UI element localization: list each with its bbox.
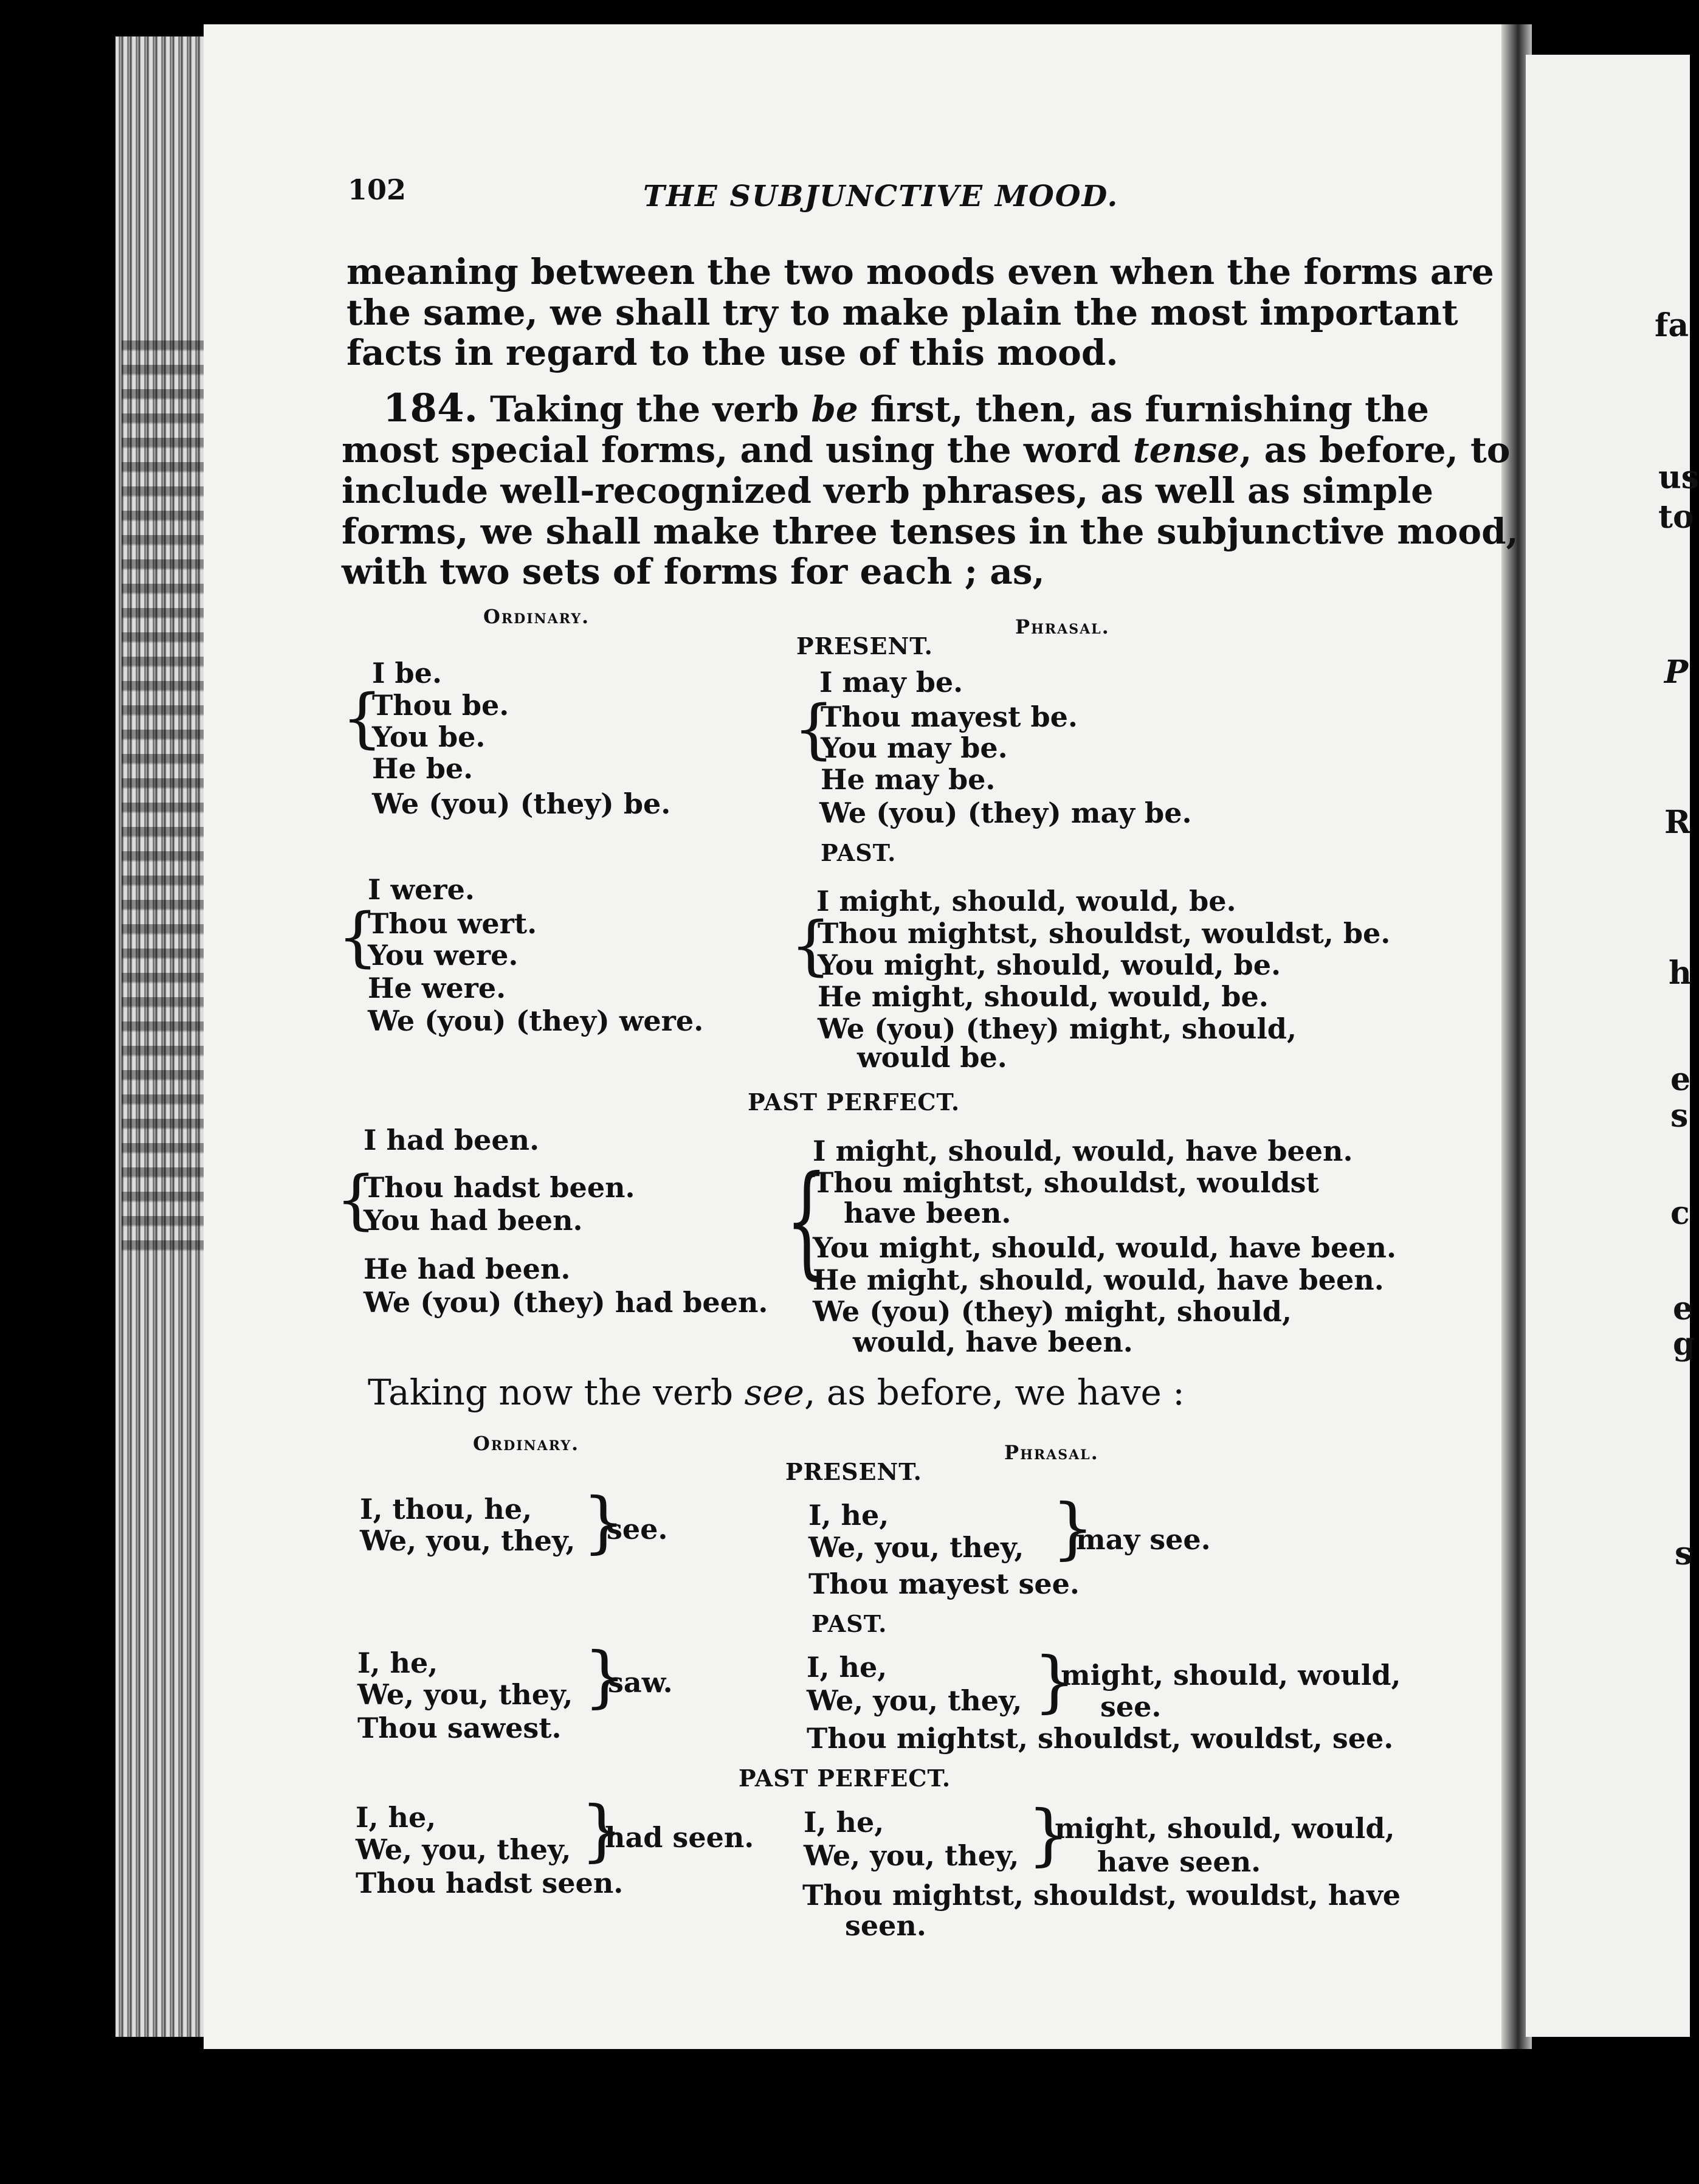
see-present-phr-1: I, he, — [808, 1499, 889, 1532]
be-pp-phr-5: He might, should, would, have been. — [813, 1263, 1384, 1296]
be-present-phr-5: We (you) (they) may be. — [819, 797, 1192, 829]
be-phrasal-heading: Phrasal. — [1015, 615, 1110, 638]
running-title: THE SUBJUNCTIVE MOOD. — [643, 179, 1119, 213]
be-pp-ord-4: He had been. — [364, 1253, 571, 1285]
be-present-label: PRESENT. — [796, 632, 933, 660]
see-pp-ord-verb: had seen. — [605, 1821, 754, 1854]
see-pp-phr-verb-2: have seen. — [1097, 1845, 1261, 1878]
brace-icon: } — [581, 1791, 623, 1869]
be-pp-phr-6: We (you) (they) might, should, — [813, 1295, 1292, 1328]
see-pp-ord-3: Thou hadst seen. — [356, 1867, 624, 1899]
see-past-ord-3: Thou sawest. — [357, 1712, 562, 1744]
see-past-phr-verb-2: see. — [1100, 1690, 1162, 1723]
section-184-line-2: most special forms, and using the word tense, as before, to — [342, 429, 1511, 471]
see-present-phr-3: Thou mayest see. — [808, 1567, 1080, 1600]
brace-icon: { — [336, 1162, 377, 1237]
be-past-ord-1: I were. — [368, 873, 475, 906]
right-page-fragment: s — [1670, 1097, 1689, 1135]
be-present-phr-2: Thou mayest be. — [821, 700, 1078, 733]
section-184-line-3: include well-recognized verb phrases, as well as simple — [342, 470, 1433, 511]
see-present-phr-2: We, you, they, — [808, 1531, 1024, 1564]
see-present-label: PRESENT. — [785, 1458, 922, 1485]
be-present-ord-3: You be. — [372, 721, 486, 753]
intro-line-1: meaning between the two moods even when the forms are — [346, 251, 1494, 292]
see-intro: Taking now the verb see, as before, we have : — [368, 1372, 1185, 1413]
see-pp-phr-2: We, you, they, — [804, 1839, 1019, 1872]
be-past-phr-1: I might, should, would, be. — [816, 885, 1236, 917]
be-past-phr-6: would be. — [857, 1041, 1007, 1074]
be-past-ord-4: He were. — [368, 972, 506, 1004]
brace-icon: { — [342, 680, 383, 755]
right-page — [1526, 55, 1693, 2037]
be-past-ord-5: We (you) (they) were. — [368, 1004, 704, 1037]
page-stack-shading — [122, 340, 207, 1253]
brace-icon: } — [1033, 1642, 1076, 1720]
intro-line-3: facts in regard to the use of this mood. — [346, 332, 1118, 373]
be-present-phr-4: He may be. — [821, 763, 996, 796]
right-page-fragment: h — [1669, 955, 1692, 992]
be-past-phr-4: He might, should, would, be. — [818, 980, 1269, 1013]
brace-icon: { — [790, 908, 832, 983]
be-present-ord-2: Thou be. — [372, 689, 509, 722]
section-184-line-1: 184. Taking the verb be first, then, as furnishing the — [383, 385, 1429, 431]
see-past-phr-1: I, he, — [807, 1651, 887, 1684]
page-number: 102 — [348, 173, 407, 206]
right-page-fragment: fa — [1655, 307, 1689, 344]
be-past-perfect-label: PAST PERFECT. — [748, 1088, 960, 1116]
see-present-phr-verb: may see. — [1076, 1523, 1211, 1556]
see-past-phr-2: We, you, they, — [807, 1684, 1022, 1717]
brace-icon: } — [1052, 1489, 1094, 1567]
be-past-ord-3: You were. — [368, 939, 519, 972]
right-page-fragment: e — [1670, 1061, 1691, 1098]
see-pp-ord-1: I, he, — [356, 1801, 436, 1834]
brace-icon: } — [584, 1637, 626, 1715]
right-page-fragment: P — [1664, 654, 1689, 691]
be-pp-phr-2: Thou mightst, shouldst, wouldst — [813, 1166, 1319, 1199]
be-pp-phr-3: have been. — [844, 1197, 1011, 1229]
right-page-fragment: us — [1658, 459, 1699, 496]
section-184-line-5: with two sets of forms for each ; as, — [342, 551, 1045, 592]
be-pp-ord-2: Thou hadst been. — [364, 1171, 635, 1204]
be-past-phr-2: Thou mightst, shouldst, wouldst, be. — [818, 917, 1391, 950]
see-pp-phr-4: seen. — [845, 1909, 926, 1942]
be-past-phr-3: You might, should, would, be. — [818, 949, 1281, 981]
brace-icon: { — [793, 691, 835, 766]
be-present-phr-3: You may be. — [821, 731, 1008, 764]
section-184-line-4: forms, we shall make three tenses in the subjunctive mood, — [342, 511, 1518, 552]
be-past-phr-5: We (you) (they) might, should, — [818, 1012, 1297, 1045]
right-page-fragment: R — [1664, 804, 1691, 841]
see-ordinary-heading: Ordinary. — [473, 1432, 580, 1455]
be-ordinary-heading: Ordinary. — [483, 605, 590, 628]
section-number: 184. — [383, 385, 478, 431]
brace-icon: } — [1027, 1795, 1070, 1873]
be-present-phr-1: I may be. — [819, 666, 963, 699]
see-present-ord-1: I, thou, he, — [360, 1493, 532, 1526]
brace-icon: { — [337, 899, 379, 974]
see-pp-phr-1: I, he, — [804, 1806, 884, 1839]
see-pp-ord-2: We, you, they, — [356, 1833, 571, 1866]
see-past-phr-3: Thou mightst, shouldst, wouldst, see. — [807, 1722, 1394, 1755]
right-page-fragment: s — [1675, 1535, 1693, 1572]
be-past-label: PAST. — [821, 839, 897, 866]
be-pp-ord-5: We (you) (they) had been. — [364, 1286, 768, 1319]
be-present-ord-5: We (you) (they) be. — [372, 787, 671, 820]
see-past-perfect-label: PAST PERFECT. — [739, 1764, 951, 1792]
see-past-phr-verb-1: might, should, would, — [1061, 1659, 1401, 1692]
see-phrasal-heading: Phrasal. — [1004, 1441, 1099, 1464]
see-present-ord-2: We, you, they, — [360, 1524, 576, 1557]
be-past-ord-2: Thou wert. — [368, 907, 537, 940]
right-page-fragment: to — [1658, 499, 1694, 536]
be-present-ord-4: He be. — [372, 752, 474, 785]
see-present-ord-verb: see. — [607, 1513, 668, 1546]
be-pp-ord-1: I had been. — [364, 1124, 540, 1156]
see-past-ord-1: I, he, — [357, 1647, 438, 1679]
be-present-ord-1: I be. — [372, 657, 442, 689]
see-pp-phr-verb-1: might, should, would, — [1055, 1812, 1395, 1845]
see-past-label: PAST. — [812, 1610, 887, 1637]
right-page-fragment: g — [1673, 1325, 1695, 1363]
see-past-ord-verb: saw. — [608, 1666, 673, 1699]
see-past-ord-2: We, you, they, — [357, 1678, 573, 1711]
intro-line-2: the same, we shall try to make plain the most important — [346, 292, 1458, 333]
right-page-fragment: c — [1670, 1195, 1690, 1232]
see-pp-phr-3: Thou mightst, shouldst, wouldst, have — [802, 1879, 1401, 1912]
be-pp-phr-7: would, have been. — [853, 1325, 1133, 1358]
right-page-fragment: e — [1673, 1290, 1694, 1327]
brace-icon: } — [582, 1483, 625, 1561]
brace-icon: { — [785, 1150, 828, 1291]
be-pp-ord-3: You had been. — [364, 1204, 583, 1237]
be-pp-phr-1: I might, should, would, have been. — [813, 1135, 1353, 1167]
be-pp-phr-4: You might, should, would, have been. — [813, 1231, 1396, 1264]
